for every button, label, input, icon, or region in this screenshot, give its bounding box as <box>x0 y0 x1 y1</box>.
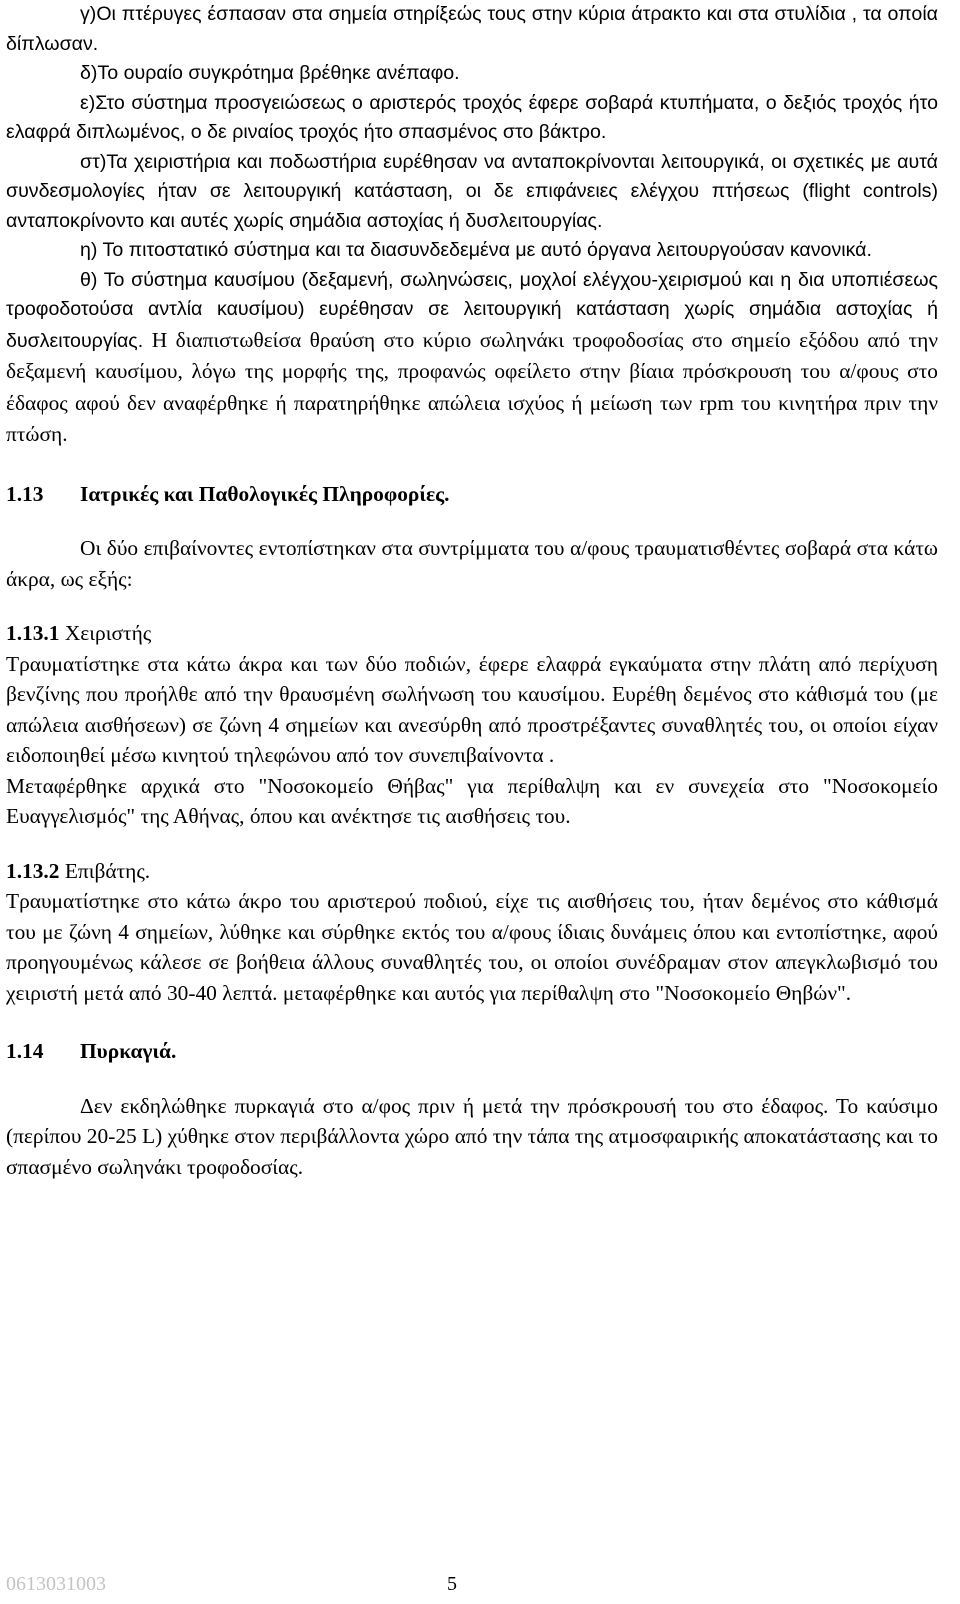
paragraph-eta: η) Το πιτοστατικό σύστημα και τα διασυνδεδεμένα με αυτό όργανα λειτουργούσαν κανονικά. <box>80 239 872 261</box>
fire-paragraph: Δεν εκδηλώθηκε πυρκαγιά στο α/φος πριν ή μετά την πρόσκρουσή του στο έδαφος. Το καύσιμο (περίπου 20-25 L) χύθηκε στον περιβάλλοντα χώρο από την τάπα της ατμοσφαιρικής αποκατάστασης και το σπασμένο σωληνάκι τροφοδοσίας. <box>6 1093 938 1179</box>
paragraph-epsilon: ε)Στο σύστημα προσγειώσεως ο αριστερός τροχός έφερε σοβαρά κτυπήματα, ο δεξιός τροχός ήτο ελαφρά διπλωμένος, ο δε ριναίος τροχός ήτο σπασμένος στο βάκτρο. <box>6 91 938 143</box>
paragraph-st: στ)Τα χειριστήρια και ποδωστήρια ευρέθησαν να ανταποκρίνονται λειτουργικά, οι σχετικές με αυτά συνδεσμολογίες ήταν σε λειτουργική κατάσταση, οι δε επιφάνειες ελέγχου πτήσεως (flight controls) ανταποκρίνοντο και αυτές χωρίς σημάδια αστοχίας ή δυσλειτουργίας. <box>6 150 938 232</box>
section-1-13-intro: Οι δύο επιβαίνοντες εντοπίστηκαν στα συντρίμματα του α/φους τραυματισθέντες σοβαρά στα κάτω άκρα, ως εξής: <box>6 536 938 591</box>
page-number: 5 <box>447 1573 457 1595</box>
document-page <box>6 0 938 1182</box>
subsection-number: 1.13.1 <box>6 621 60 645</box>
paragraph-delta: δ)Το ουραίο συγκρότημα βρέθηκε ανέπαφο. <box>80 62 460 84</box>
subsection-heading-1-13-1 <box>6 618 938 649</box>
page-footer <box>6 1573 938 1601</box>
section-title: Πυρκαγιά. <box>80 1039 177 1063</box>
section-number: 1.14 <box>6 1039 44 1063</box>
paragraph-theta-tail: Η διαπιστωθείσα θραύση στο κύριο σωληνάκι τροφοδοσίας στο σημείο εξόδου από την δεξαμενή καυσίμου, λόγω της μορφής της, προφανώς οφείλετο στην βίαια πρόσκρουση του α/φους στο έδαφος αφού δεν αναφέρθηκε ή παρατηρήθηκε απώλεια ισχύος ή μείωση των rpm του κινητήρα πριν την πτώση. <box>6 327 938 446</box>
pilot-injuries-paragraph: Τραυματίστηκε στα κάτω άκρα και των δύο ποδιών, έφερε ελαφρά εγκαύματα στην πλάτη από περίχυση βενζίνης που προήλθε από την θραυσμένη σωλήνωση του καυσίμου. Ευρέθη δεμένος στο κάθισμά του (με απώλεια αισθήσεων) σε ζώνη 4 σημείων και ανεσύρθη από προστρέξαντες συναθλητές του, οι οποίοι είχαν ειδοποιηθεί μέσω κινητού τηλεφώνου από τον συνεπιβαίνοντα . <box>6 651 938 767</box>
section-heading-1-13 <box>6 479 938 510</box>
paragraph-theta-text: θ) Το σύστημα καυσίμου (δεξαμενή, σωληνώσεις, μοχλοί ελέγχου-χειρισμού και η δια υποπιέσεως τροφοδοτούσα αντλία καυσίμου) ευρέθησαν σε λειτουργική κατάσταση χωρίς σημάδια αστοχίας ή δυσλειτουργίας. <box>6 268 938 352</box>
paragraph-gamma: γ)Οι πτέρυγες έσπασαν στα σημεία στηρίξεώς τους στην κύρια άτρακτο και στα στυλίδια , τα οποία δίπλωσαν. <box>6 3 938 55</box>
section-heading-1-14 <box>6 1036 938 1067</box>
subsection-title: Επιβάτης. <box>64 858 151 883</box>
subsection-number: 1.13.2 <box>6 858 60 883</box>
subsection-heading-1-13-2 <box>6 856 938 887</box>
subsection-title: Χειριστής <box>64 621 152 645</box>
section-number: 1.13 <box>6 481 44 506</box>
paragraph-theta <box>6 266 938 451</box>
section-title: Ιατρικές και Παθολογικές Πληροφορίες. <box>80 481 450 506</box>
pilot-transfer-paragraph: Μεταφέρθηκε αρχικά στο "Νοσοκομείο Θήβας" για περίθαλψη και εν συνεχεία στο "Νοσοκομείο Ευαγγελισμός" της Αθήνας, όπου και ανέκτησε τις αισθήσεις του. <box>6 773 938 828</box>
document-code: 0613031003 <box>6 1573 106 1595</box>
passenger-injuries-paragraph: Τραυματίστηκε στο κάτω άκρο του αριστερού ποδιού, είχε τις αισθήσεις του, ήταν δεμένος στο κάθισμά του με ζώνη 4 σημείων, λύθηκε και σύρθηκε εκτός του α/φους ίδιαις δυνάμεις όπου και εντοπίστηκε, αφού προηγουμένως κάλεσε σε βοήθεια άλλους συναθλητές του, οι οποίοι συνέδραμαν στον απεγκλωβισμό του χειριστή μετά από 30-40 λεπτά. μεταφέρθηκε και αυτός για περίθαλψη στο "Νοσοκομείο Θηβών". <box>6 889 938 1005</box>
